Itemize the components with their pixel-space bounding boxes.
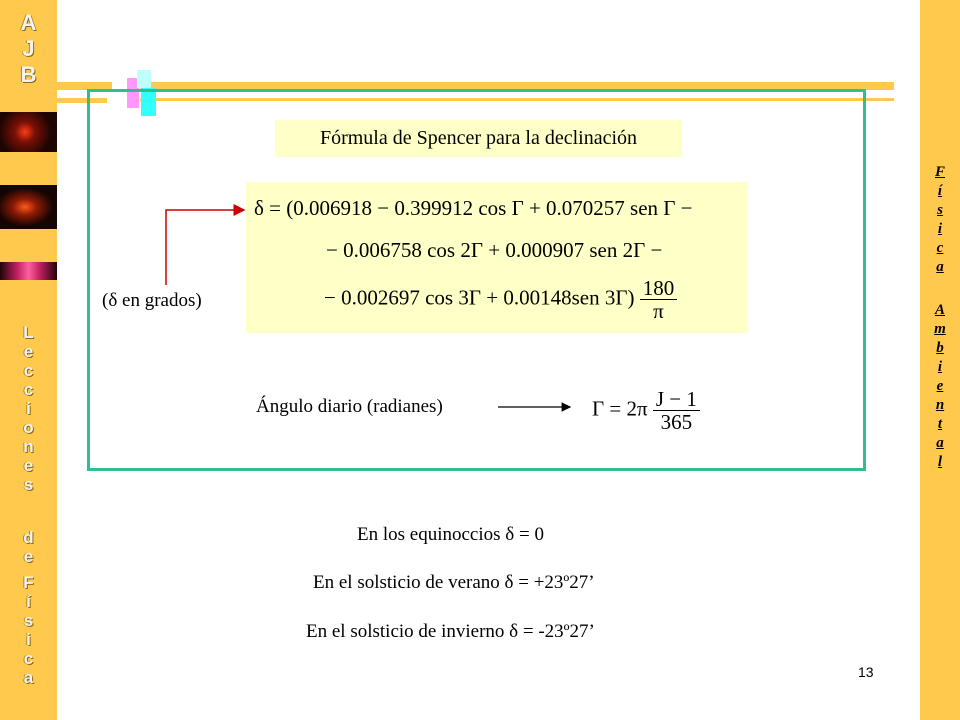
daily-angle-label: Ángulo diario (radianes) bbox=[256, 396, 443, 417]
page-number: 13 bbox=[858, 664, 874, 680]
formula-line-1: δ = (0.006918 − 0.399912 cos Γ + 0.070257 sen Γ − bbox=[254, 196, 693, 220]
gamma-lhs: Γ = 2π bbox=[592, 396, 648, 421]
slide-title: Fórmula de Spencer para la declinación bbox=[275, 120, 682, 157]
equinox-text: En los equinoccios δ = 0 bbox=[357, 524, 544, 545]
initial-letter: A bbox=[20, 10, 37, 35]
fraction-numerator: 180 bbox=[640, 277, 678, 300]
winter-solstice-text: En el solsticio de invierno δ = -23º27’ bbox=[306, 621, 595, 642]
formula-line-3-text: − 0.002697 cos 3Γ + 0.00148sen 3Γ) bbox=[324, 285, 635, 310]
initial-letter: J bbox=[22, 36, 35, 61]
lecciones-text: L e c c i o n e s bbox=[23, 323, 34, 494]
fisica-text: F í s i c a bbox=[23, 573, 34, 687]
fraction-denominator: 365 bbox=[660, 410, 693, 434]
units-label: (δ en grados) bbox=[102, 290, 202, 311]
de-text: d e bbox=[23, 528, 34, 566]
fraction-numerator: J − 1 bbox=[653, 388, 700, 411]
fraction-denominator: π bbox=[653, 299, 664, 323]
red-arrow bbox=[166, 210, 244, 285]
initial-letter: B bbox=[20, 62, 37, 87]
formula-line-2: − 0.006758 cos 2Γ + 0.000907 sen 2Γ − bbox=[326, 238, 663, 262]
summer-solstice-text: En el solsticio de verano δ = +23º27’ bbox=[313, 572, 595, 593]
fisica-ambiental-text: F í s i c a A m b i e n t a l bbox=[934, 164, 946, 470]
